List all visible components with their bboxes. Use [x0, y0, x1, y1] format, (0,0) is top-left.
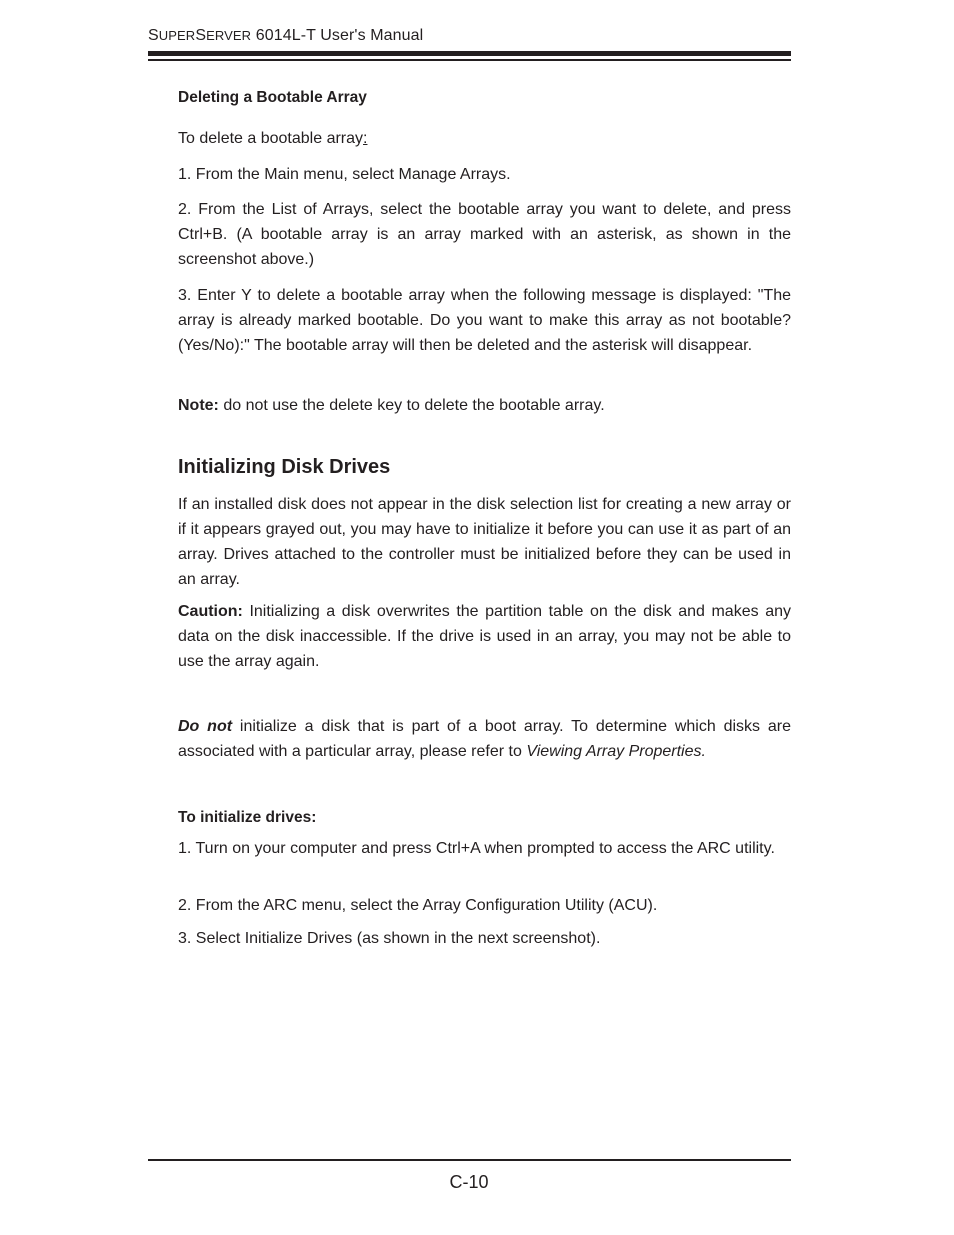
- header-rule-thin: [148, 59, 791, 61]
- subheading-to-initialize-drives: To initialize drives:: [178, 809, 317, 826]
- caution-text: Initializing a disk overwrites the partition table on the disk and makes any data on the disk inaccessible. If the drive is used in an array, you may not be able to use the array again.: [178, 603, 791, 670]
- delete-step-2: 2. From the List of Arrays, select the bootable array you want to delete, and press Ctrl+B. (A bootable array is an array marked with an asterisk, as shown in the screenshot above.): [178, 201, 791, 268]
- initialize-step-2: 2. From the ARC menu, select the Array Configuration Utility (ACU).: [178, 897, 658, 914]
- footer-rule: [148, 1159, 791, 1161]
- header-rule-thick: [148, 51, 791, 56]
- do-not-text: initialize a disk that is part of a boot array. To determine which disks are associated with a particular array, please refer to: [178, 718, 791, 760]
- viewing-array-properties-reference: Viewing Array Properties.: [526, 743, 706, 760]
- running-header: [148, 27, 423, 45]
- header-title-rest: 6014L-T User's Manual: [251, 27, 424, 44]
- initialize-step-3: 3. Select Initialize Drives (as shown in the next screenshot).: [178, 930, 601, 947]
- note-paragraph: [178, 393, 791, 418]
- caution-label: Caution:: [178, 603, 243, 620]
- intro-text: To delete a bootable array: [178, 130, 364, 147]
- header-cap-1: S: [148, 27, 159, 44]
- intro-paragraph: [178, 126, 791, 151]
- initialize-intro-paragraph: If an installed disk does not appear in the disk selection list for creating a new array or if it appears grayed out, you may have to initialize it before you can use it as part of an array. Drives attached to the controller must be initialized before they can be used in an array.: [178, 496, 791, 588]
- section-heading-deleting-bootable-array: Deleting a Bootable Array: [178, 89, 367, 106]
- page-number-text: C-10: [449, 1172, 489, 1192]
- header-smallcaps-2: ERVER: [206, 28, 252, 43]
- note-text: do not use the delete key to delete the bootable array.: [218, 397, 605, 414]
- do-not-label: Do not: [178, 718, 233, 735]
- header-cap-2: S: [195, 27, 207, 44]
- do-not-paragraph: [178, 714, 791, 764]
- header-smallcaps-1: UPER: [158, 28, 196, 43]
- intro-colon: :: [363, 130, 368, 147]
- initialize-step-1: 1. Turn on your computer and press Ctrl+A when prompted to access the ARC utility.: [178, 840, 775, 857]
- page-number: [0, 1172, 954, 1193]
- delete-step-1: 1. From the Main menu, select Manage Arrays.: [178, 166, 511, 183]
- caution-paragraph: [178, 599, 791, 674]
- section-title-initializing-disk-drives: Initializing Disk Drives: [178, 456, 391, 478]
- delete-step-3: 3. Enter Y to delete a bootable array when the following message is displayed: "The array is already marked bootable. Do you want to make this array as not bootable? (Yes/No):" The bootable array will then be deleted and the asterisk will disappear.: [178, 287, 791, 354]
- note-label: Note:: [178, 397, 219, 414]
